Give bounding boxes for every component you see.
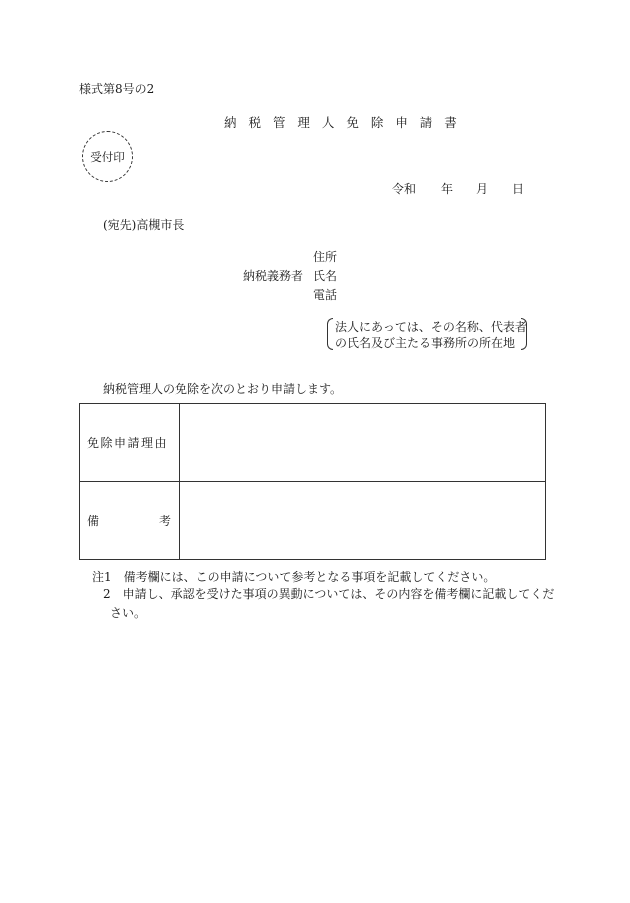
date-year-label: 年 — [441, 182, 454, 196]
remarks-label-2: 考 — [158, 514, 171, 528]
phone-field-label: 電話 — [313, 288, 338, 302]
intro-statement: 納税管理人の免除を次のとおり申請します。 — [103, 382, 343, 396]
table-row — [80, 482, 546, 560]
footnote-2: 2 申請し、承認を受けた事項の異動については、その内容を備考欄に記載してくだ — [103, 587, 555, 601]
form-number: 様式第8号の2 — [79, 82, 155, 96]
corporate-note-bracket — [327, 318, 527, 350]
table-row — [80, 404, 546, 482]
address-field-label: 住所 — [313, 250, 338, 264]
date-month-label: 月 — [476, 182, 489, 196]
document-title: 納 税 管 理 人 免 除 申 請 書 — [224, 115, 461, 130]
footnote-2-continued: さい。 — [110, 606, 147, 620]
taxpayer-label: 納税義務者 — [243, 269, 304, 283]
addressee: (宛先)高槻市長 — [103, 218, 185, 232]
application-table — [79, 403, 546, 560]
bracket-right — [521, 318, 527, 350]
corporate-note-line-2: の氏名及び主たる事務所の所在地 — [335, 336, 516, 350]
date-day-label: 日 — [512, 182, 525, 196]
date-era: 令和 — [392, 182, 417, 196]
reception-stamp-label: 受付印 — [90, 149, 125, 164]
corporate-note-line-1: 法人にあっては、その名称、代表者 — [335, 320, 527, 334]
remarks-label-1: 備 — [87, 514, 100, 528]
footnote-1: 注1 備考欄には、この申請について参考となる事項を記載してください。 — [92, 570, 496, 584]
reason-value-cell[interactable] — [180, 404, 546, 482]
reason-label-cell — [80, 404, 180, 482]
reason-label: 免除申請理由 — [87, 436, 169, 450]
bracket-left — [327, 318, 333, 350]
name-field-label: 氏名 — [313, 269, 338, 283]
remarks-value-cell[interactable] — [180, 482, 546, 560]
remarks-label-cell — [80, 482, 180, 560]
reception-stamp-circle — [82, 131, 133, 182]
